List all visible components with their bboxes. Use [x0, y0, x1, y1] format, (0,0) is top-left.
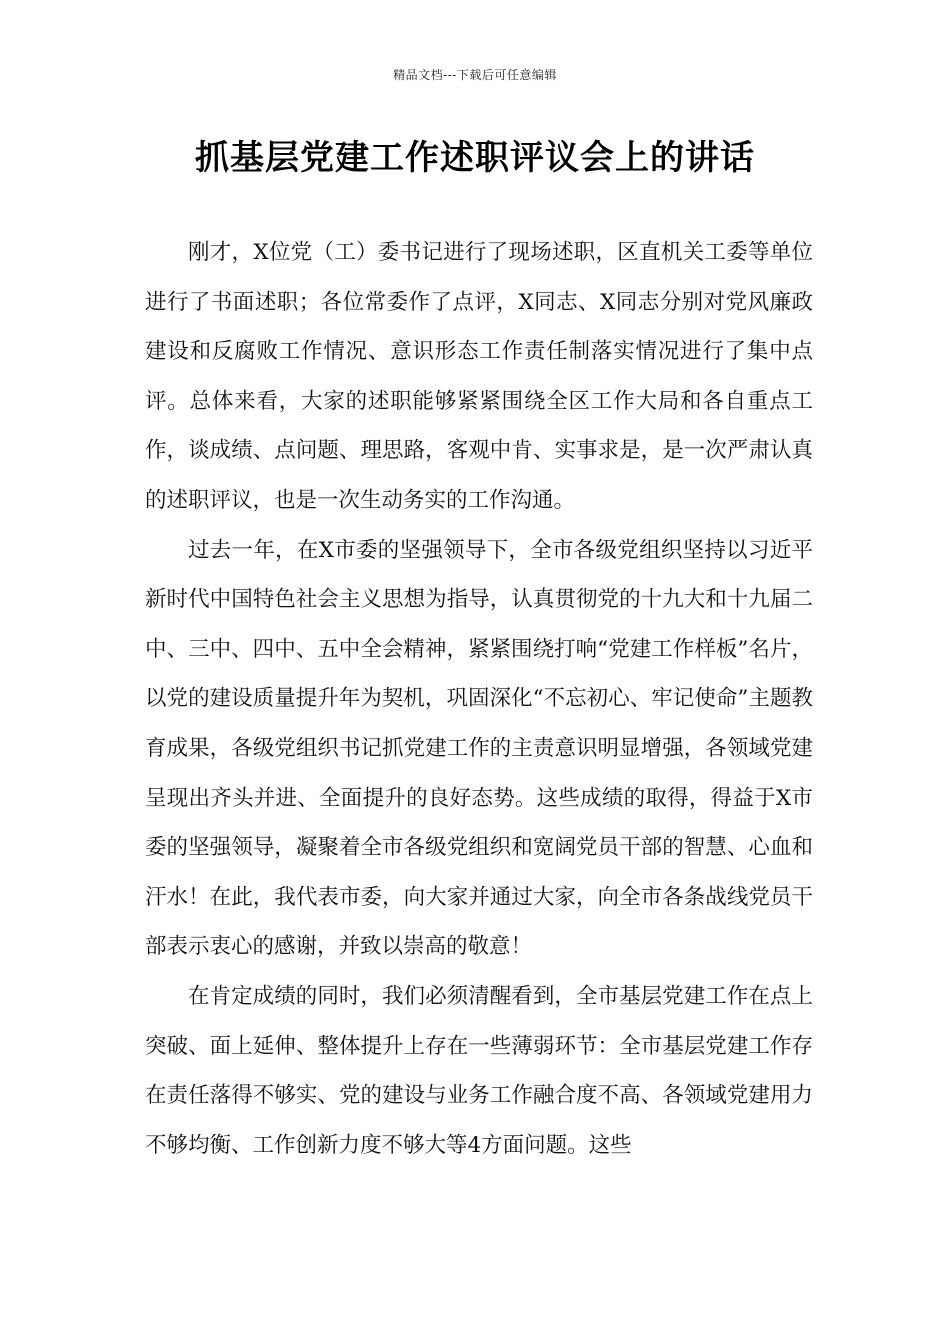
header-note: 精品文档---下载后可任意编辑	[393, 68, 557, 82]
paragraph-3: 在肯定成绩的同时，我们必须清醒看到，全市基层党建工作在点上突破、面上延伸、整体提升上存在一些薄弱环节：全市基层党建工作存在责任落得不够实、党的建设与业务工作融合度不高、各领域党建用力不够均衡、工作创新力度不够大等4方面问题。这些	[145, 983, 813, 1158]
paragraph-1: 刚才，X位党（工）委书记进行了现场述职，区直机关工委等单位进行了书面述职；各位常委作了点评，X同志、X同志分别对党风廉政建设和反腐败工作情况、意识形态工作责任制落实情况进行了集中点评。总体来看，大家的述职能够紧紧围绕全区工作大局和各自重点工作，谈成绩、点问题、理思路，客观中肯、实事求是，是一次严肃认真的述职评议，也是一次生动务实的工作沟通。	[145, 240, 813, 513]
document-title: 抓基层党建工作述职评议会上的讲话	[195, 138, 755, 178]
paragraph-2: 过去一年，在X市委的坚强领导下，全市各级党组织坚持以习近平新时代中国特色社会主义思想为指导，认真贯彻党的十九大和十九届二中、三中、四中、五中全会精神，紧紧围绕打响“党建工作样板”名片，以党的建设质量提升年为契机，巩固深化“不忘初心、牢记使命”主题教育成果，各级党组织书记抓党建工作的主责意识明显增强，各领域党建呈现出齐头并进、全面提升的良好态势。这些成绩的取得，得益于X市委的坚强领导，凝聚着全市各级党组织和宽阔党员干部的智慧、心血和汗水！在此，我代表市委，向大家并通过大家，向全市各条战线党员干部表示衷心的感谢，并致以崇高的敬意！	[145, 537, 813, 960]
document-body	[145, 228, 813, 1170]
